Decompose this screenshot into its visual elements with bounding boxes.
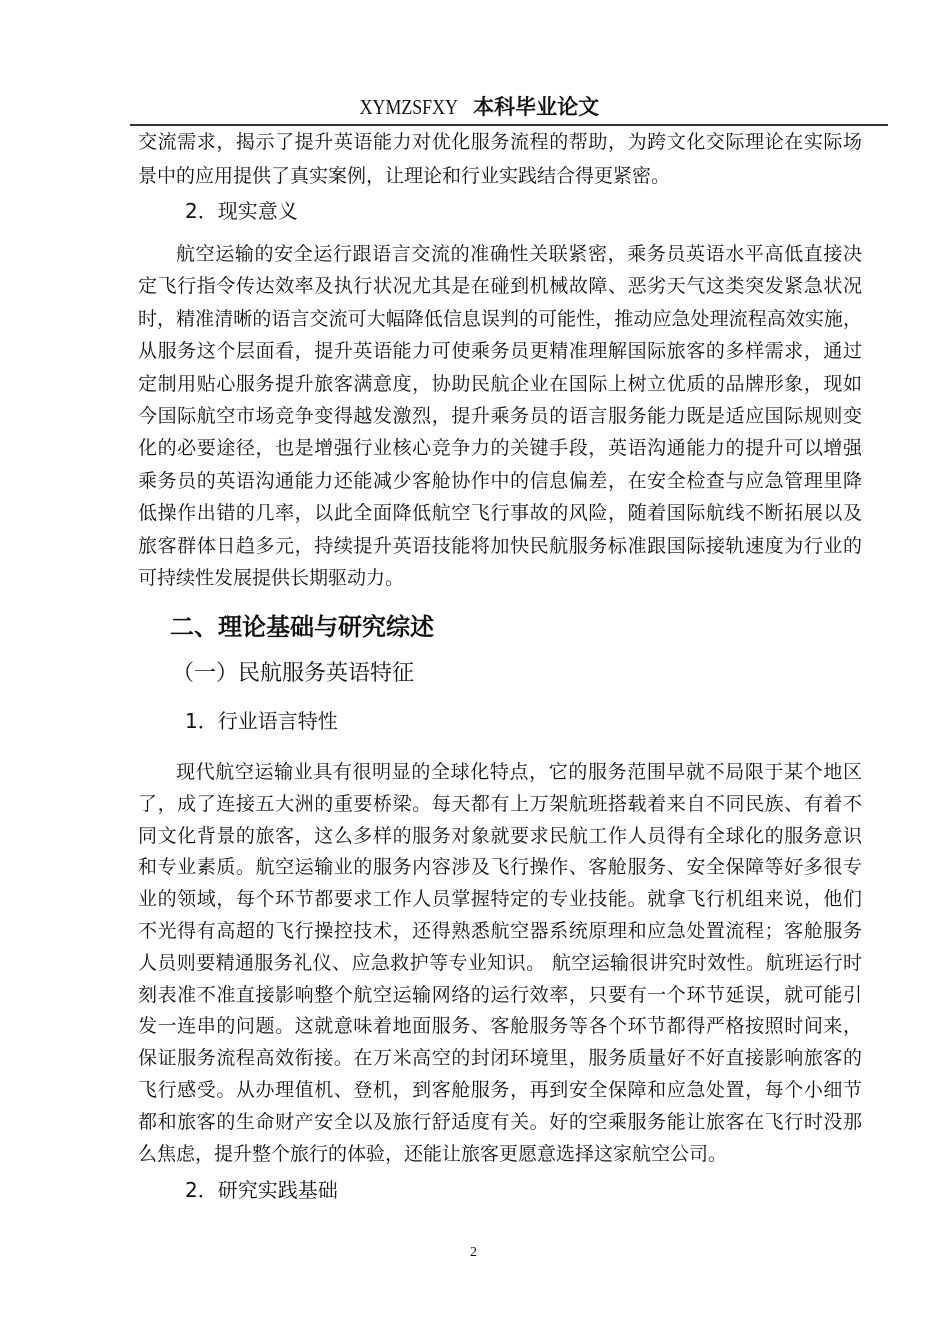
text-line: 业的领域，每个环节都要求工作人员掌握特定的专业技能。就拿飞行机组来说，他们 — [138, 888, 862, 911]
text-line: 么焦虑，提升整个旅行的体验，还能让旅客更愿意选择这家航空公司。 — [138, 1142, 728, 1165]
text-line: 低操作出错的几率，以此全面降低航空飞行事故的风险，随着国际航线不断拓展以及 — [138, 502, 862, 525]
text-line: 同文化背景的旅客，这么多样的服务对象就要求民航工作人员得有全球化的服务意识 — [138, 824, 862, 847]
text-line: 定制用贴心服务提升旅客满意度，协助民航企业在国际上树立优质的品牌形象，现如 — [138, 372, 862, 395]
section-heading: （一）民航服务英语特征 — [172, 661, 415, 686]
text-line: 交流需求，揭示了提升英语能力对优化服务流程的帮助，为跨文化交际理论在实际场 — [138, 131, 862, 153]
text-line: 不光得有高超的飞行操控技术，还得熟悉航空器系统原理和应急处置流程；客舱服务 — [138, 920, 862, 942]
text-line: 航空运输的安全运行跟语言交流的准确性关联紧密，乘务员英语水平高低直接决 — [176, 243, 862, 265]
text-line: 可持续性发展提供长期驱动力。 — [138, 567, 405, 589]
text-line: 和专业素质。航空运输业的服务内容涉及飞行操作、客舱服务、安全保障等好多很专 — [138, 856, 862, 879]
text-line: 旅客群体日趋多元，持续提升英语技能将加快民航服务标准跟国际接轨速度为行业的 — [138, 534, 862, 557]
text-line: 化的必要途径，也是增强行业核心竞争力的关键手段，英语沟通能力的提升可以增强 — [138, 437, 862, 460]
page-number: 2 — [470, 1245, 477, 1260]
text-line: 景中的应用提供了真实案例，让理论和行业实践结合得更紧密。 — [138, 165, 671, 187]
chapter-heading: 二、理论基础与研究综述 — [170, 613, 434, 641]
text-line: 都和旅客的生命财产安全以及旅行舒适度有关。好的空乘服务能让旅客在飞行时没那 — [138, 1110, 862, 1133]
text-line: 现代航空运输业具有很明显的全球化特点，它的服务范围早就不局限于某个地区 — [176, 761, 862, 783]
running-header — [0, 94, 950, 120]
text-line: 时，精准清晰的语言交流可大幅降低信息误判的可能性，推动应急处理流程高效实施， — [138, 307, 862, 330]
subsection-heading: 1．行业语言特性 — [185, 709, 338, 733]
heading-research-basis: 2．研究实践基础 — [185, 1178, 338, 1202]
text-line: 从服务这个层面看，提升英语能力可使乘务员更精准理解国际旅客的多样需求，通过 — [138, 340, 862, 363]
text-line: 刻表准不准直接影响整个航空运输网络的运行效率，只要有一个环节延误，就可能引 — [138, 983, 862, 1006]
text-line: 人员则要精通服务礼仪、应急救护等专业知识。 航空运输很讲究时效性。航班运行时 — [138, 951, 862, 974]
header-code: XYMZSFXY — [359, 95, 458, 119]
heading-practical-significance: 2．现实意义 — [185, 199, 298, 223]
header-rule — [130, 124, 888, 126]
text-line: 了，成了连接五大洲的重要桥梁。每天都有上万架航班搭载着来自不同民族、有着不 — [138, 792, 862, 815]
text-line: 乘务员的英语沟通能力还能减少客舱协作中的信息偏差，在安全检查与应急管理里降 — [138, 469, 862, 492]
text-line: 飞行感受。从办理值机、登机，到客舱服务，再到安全保障和应急处置，每个小细节 — [138, 1079, 862, 1101]
text-line: 保证服务流程高效衔接。在万米高空的封闭环境里，服务质量好不好直接影响旅客的 — [138, 1047, 862, 1070]
header-title: 本科毕业论文 — [473, 95, 600, 119]
text-line: 发一连串的问题。这就意味着地面服务、客舱服务等各个环节都得严格按照时间来， — [138, 1015, 862, 1038]
text-line: 定飞行指令传达效率及执行状况尤其是在碰到机械故障、恶劣天气这类突发紧急状况 — [138, 275, 862, 298]
text-line: 今国际航空市场竞争变得越发激烈，提升乘务员的语言服务能力既是适应国际规则变 — [138, 405, 862, 427]
